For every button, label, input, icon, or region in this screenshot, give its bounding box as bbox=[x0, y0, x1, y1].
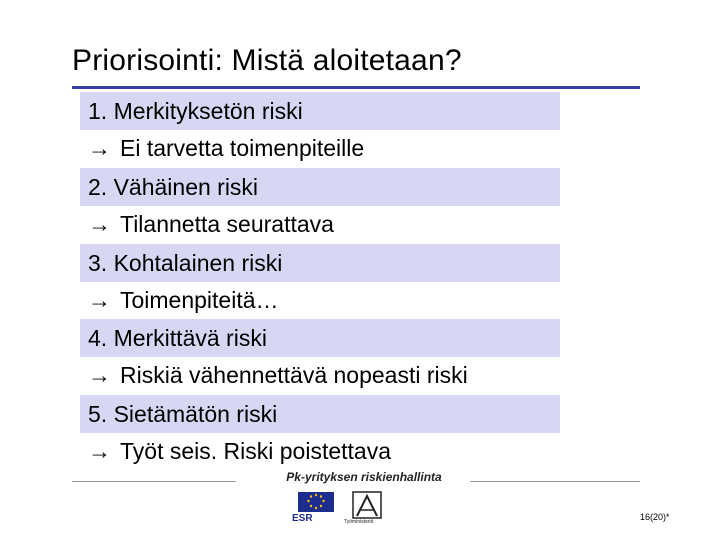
arrow-right-icon: → bbox=[88, 362, 111, 389]
risk-level-row bbox=[80, 319, 560, 357]
risk-action-row bbox=[80, 282, 560, 320]
risk-level-text: 4. Merkittävä riski bbox=[88, 325, 267, 352]
risk-action-text: Riskiä vähennettävä nopeasti riski bbox=[120, 362, 468, 389]
risk-action-text: Toimenpiteitä… bbox=[120, 286, 279, 313]
footer-title: Pk-yrityksen riskienhallinta bbox=[286, 470, 442, 484]
page-number: 16(20)* bbox=[640, 512, 670, 522]
arrow-right-icon: → bbox=[88, 438, 111, 465]
risk-action-text: Työt seis. Riski poistettava bbox=[120, 438, 391, 465]
esr-logo-text: ESR bbox=[292, 513, 313, 524]
arrow-right-icon: → bbox=[88, 210, 111, 237]
ministry-logo-text: Työministeriö bbox=[344, 519, 374, 525]
risk-level-row bbox=[80, 244, 560, 282]
risk-level-text: 1. Merkityksetön riski bbox=[88, 98, 303, 124]
risk-level-text: 5. Sietämätön riski bbox=[88, 401, 278, 428]
risk-level-row bbox=[80, 92, 560, 130]
risk-priority-list bbox=[80, 92, 560, 471]
arrow-right-icon: → bbox=[88, 286, 111, 313]
risk-action-text: Ei tarvetta toimenpiteille bbox=[120, 135, 365, 161]
risk-level-row bbox=[80, 395, 560, 433]
risk-level-text: 3. Kohtalainen riski bbox=[88, 249, 283, 276]
risk-level-text: 2. Vähäinen riski bbox=[88, 173, 259, 200]
arrow-right-icon: → bbox=[88, 135, 111, 161]
footer-divider-left bbox=[72, 481, 236, 482]
risk-action-text: Tilannetta seurattava bbox=[120, 210, 334, 237]
risk-action-row bbox=[80, 357, 560, 395]
title-underline bbox=[72, 86, 640, 89]
slide-title: Priorisointi: Mistä aloitetaan? bbox=[72, 44, 462, 77]
risk-action-row bbox=[80, 130, 560, 168]
footer-divider-right bbox=[470, 481, 640, 482]
risk-level-row bbox=[80, 168, 560, 206]
risk-action-row bbox=[80, 206, 560, 244]
risk-action-row bbox=[80, 433, 560, 471]
